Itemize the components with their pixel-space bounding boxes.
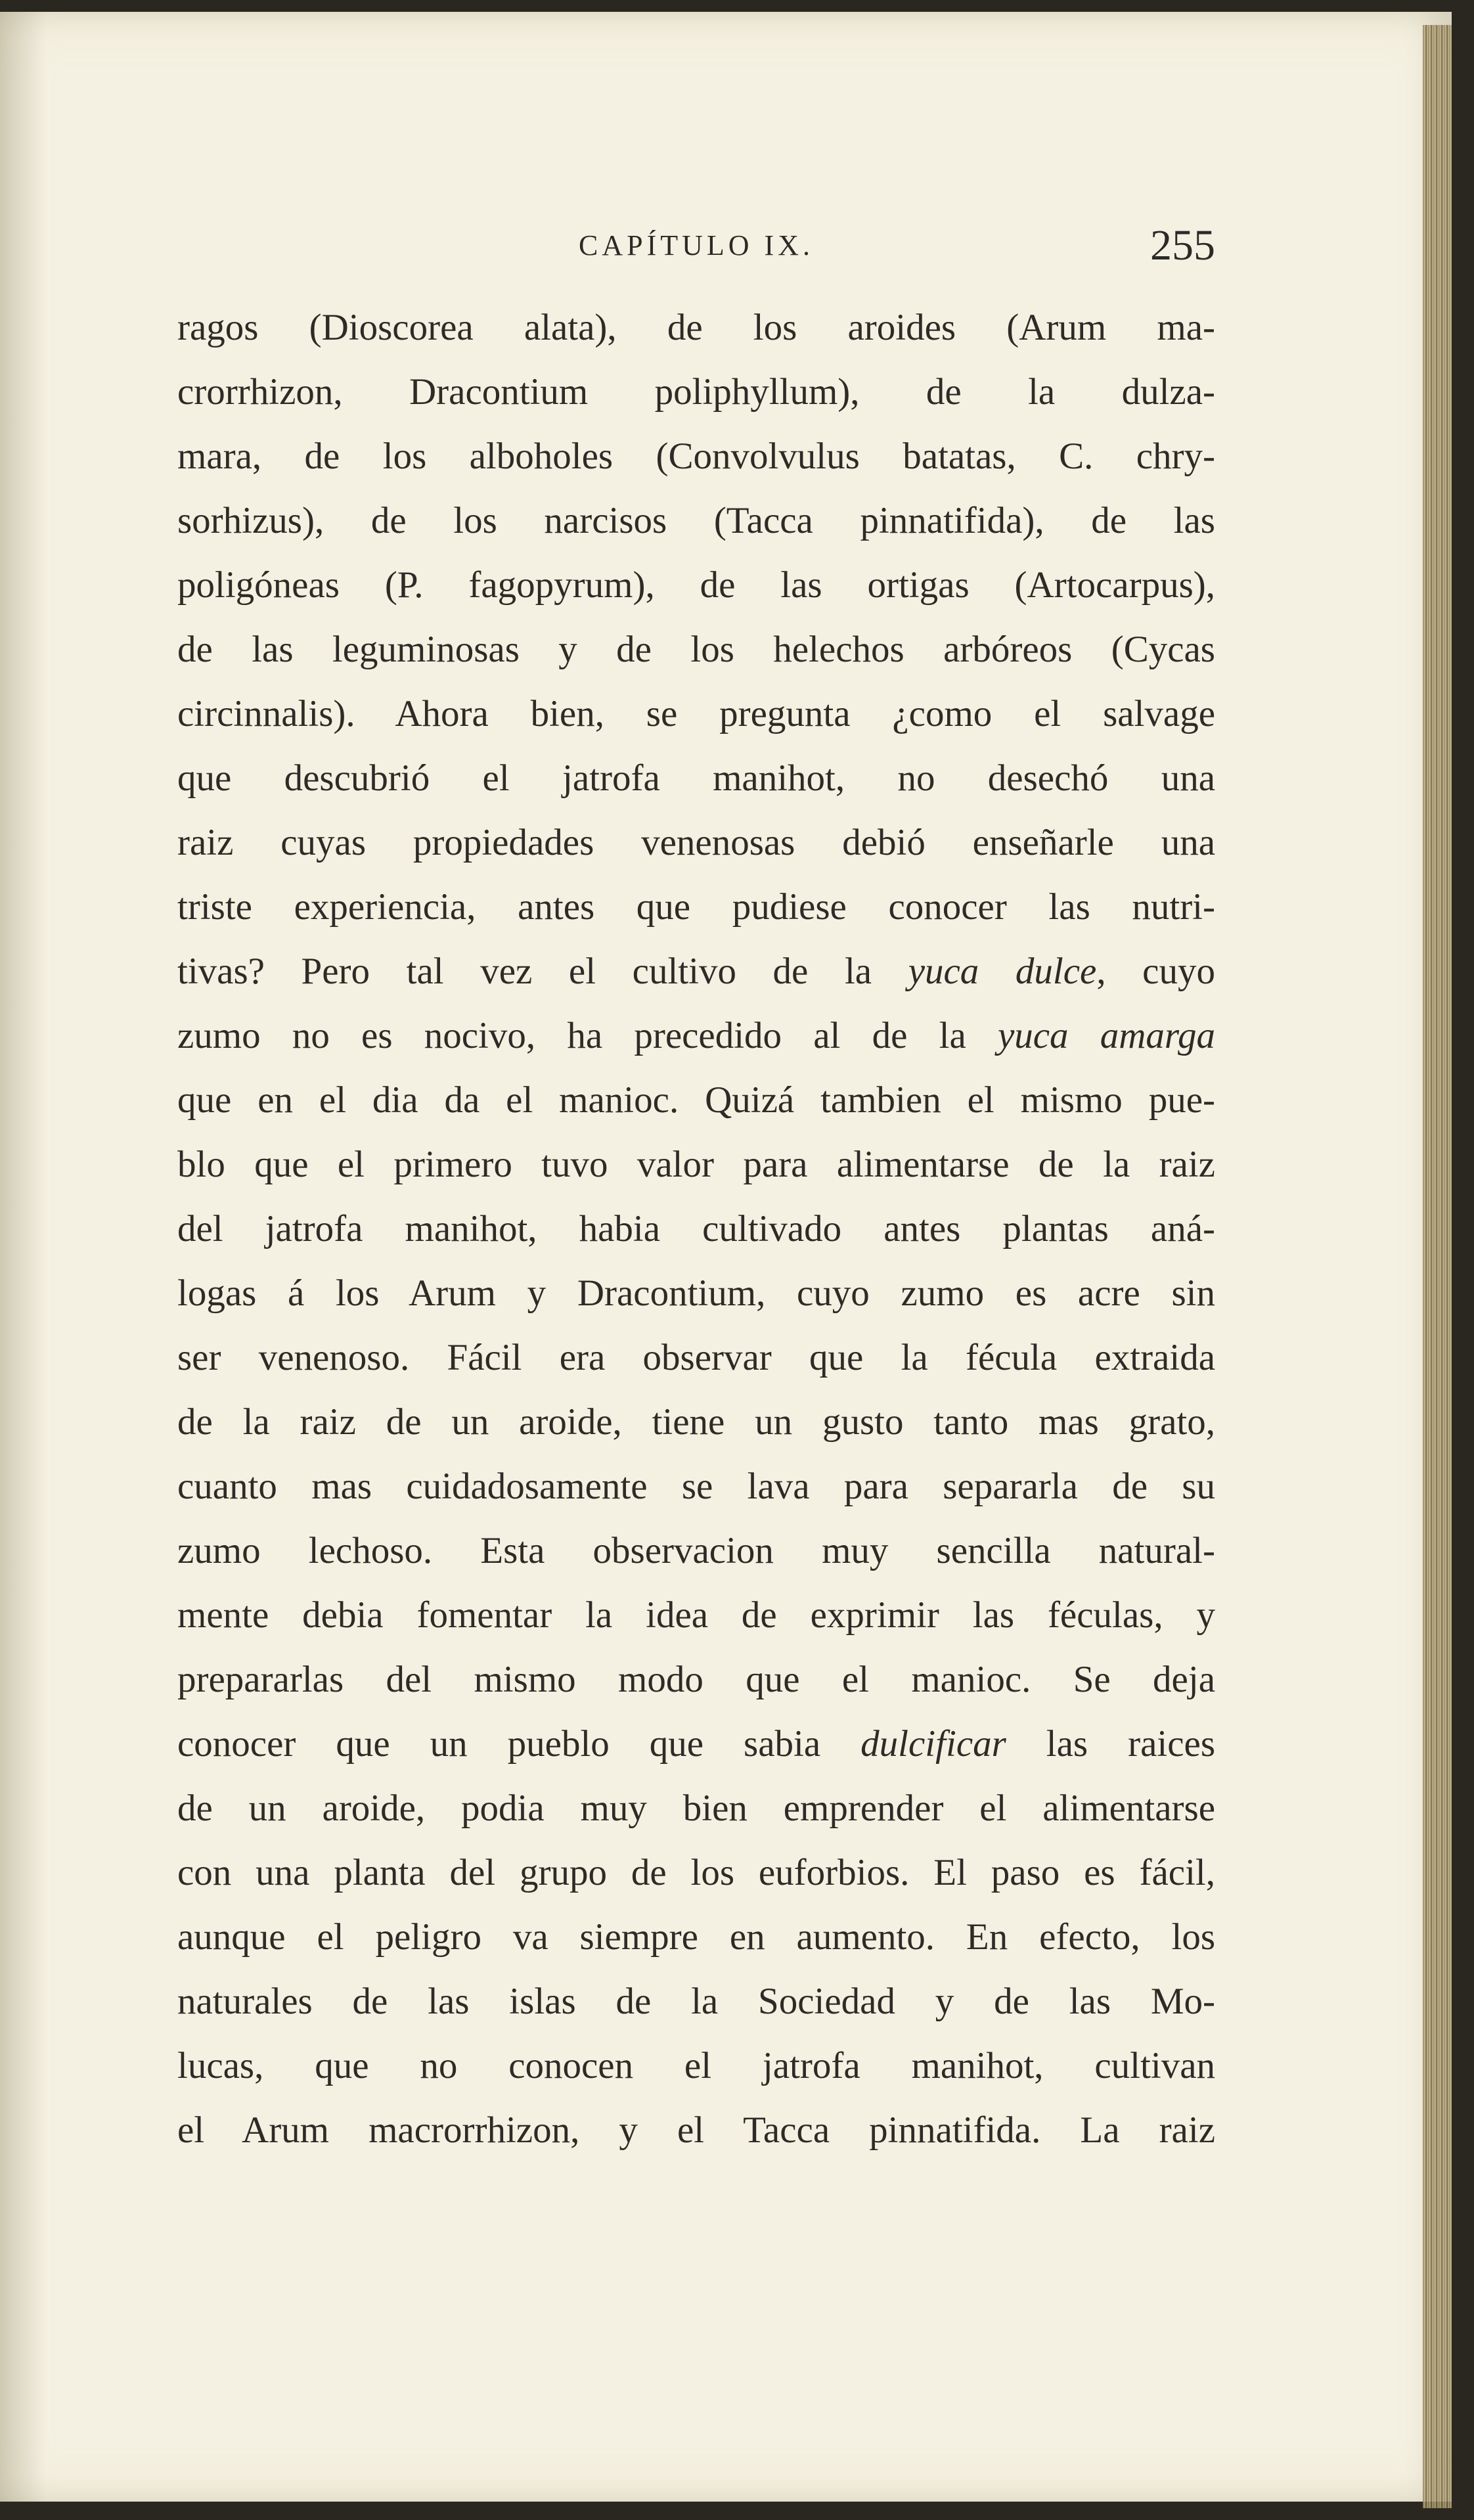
text-line xyxy=(177,1454,1215,1519)
text-line xyxy=(177,489,1215,553)
text-line xyxy=(177,1648,1215,1712)
text-segment: de las leguminosas y de los helechos arbóreos (Cycas xyxy=(177,629,1215,670)
text-segment: con una planta del grupo de los euforbios. El paso es fácil, xyxy=(177,1852,1215,1893)
page-header xyxy=(177,221,1215,273)
body-text xyxy=(177,296,1215,2163)
text-segment: poligóneas (P. fagopyrum), de las ortigas (Artocarpus), xyxy=(177,564,1215,606)
text-segment: de un aroide, podia muy bien emprender el alimentarse xyxy=(177,1788,1215,1829)
text-line xyxy=(177,1133,1215,1197)
text-segment: ragos (Dioscorea alata), de los aroides (Arum ma- xyxy=(177,307,1215,348)
text-line xyxy=(177,1776,1215,1841)
text-line xyxy=(177,1519,1215,1583)
text-line xyxy=(177,1969,1215,2034)
text-line xyxy=(177,1261,1215,1326)
text-segment: el Arum macrorrhizon, y el Tacca pinnatifida. La raiz xyxy=(177,2109,1215,2151)
text-line xyxy=(177,618,1215,682)
text-segment: prepararlas del mismo modo que el manioc. Se deja xyxy=(177,1659,1215,1700)
text-line xyxy=(177,1583,1215,1648)
page-number: 255 xyxy=(1150,221,1215,269)
running-title: CAPÍTULO IX. xyxy=(579,229,814,261)
text-segment: triste experiencia, antes que pudiese conocer las nutri- xyxy=(177,886,1215,928)
text-segment: mente debia fomentar la idea de exprimir las féculas, y xyxy=(177,1594,1215,1636)
book-page xyxy=(0,12,1452,2502)
text-line xyxy=(177,2034,1215,2098)
text-segment: crorrhizon, Dracontium poliphyllum), de la dulza- xyxy=(177,371,1215,413)
text-segment: de la raiz de un aroide, tiene un gusto tanto mas grato, xyxy=(177,1401,1215,1443)
text-segment: zumo lechoso. Esta observacion muy sencilla natural- xyxy=(177,1530,1215,1571)
text-line xyxy=(177,939,1215,1004)
text-segment: zumo no es nocivo, ha precedido al de la xyxy=(177,1015,998,1056)
text-line xyxy=(177,1326,1215,1390)
text-segment: tivas? Pero tal vez el cultivo de la xyxy=(177,951,908,992)
text-segment: naturales de las islas de la Sociedad y de las Mo- xyxy=(177,1981,1215,2022)
text-line xyxy=(177,553,1215,618)
text-segment: ser venenoso. Fácil era observar que la fécula extraida xyxy=(177,1337,1215,1378)
text-line xyxy=(177,360,1215,424)
text-line xyxy=(177,1841,1215,1905)
text-line xyxy=(177,1712,1215,1776)
text-segment: que descubrió el jatrofa manihot, no desechó una xyxy=(177,757,1215,799)
text-segment: , cuyo xyxy=(1096,951,1215,992)
text-segment: que en el dia da el manioc. Quizá tambien el mismo pue- xyxy=(177,1079,1215,1121)
page-fore-edge xyxy=(1423,25,1452,2508)
text-line xyxy=(177,1390,1215,1454)
text-segment: aunque el peligro va siempre en aumento. En efecto, los xyxy=(177,1916,1215,1958)
text-segment: logas á los Arum y Dracontium, cuyo zumo es acre sin xyxy=(177,1272,1215,1314)
italic-text-segment: dulcificar xyxy=(860,1723,1006,1765)
text-segment: circinnalis). Ahora bien, se pregunta ¿como el salvage xyxy=(177,693,1215,734)
text-segment: las raices xyxy=(1006,1723,1216,1765)
text-segment: sorhizus), de los narcisos (Tacca pinnatifida), de las xyxy=(177,500,1215,541)
text-line xyxy=(177,296,1215,360)
text-line xyxy=(177,424,1215,489)
text-segment: del jatrofa manihot, habia cultivado antes plantas aná- xyxy=(177,1208,1215,1249)
text-segment: raiz cuyas propiedades venenosas debió enseñarle una xyxy=(177,822,1215,863)
text-segment: lucas, que no conocen el jatrofa manihot, cultivan xyxy=(177,2045,1215,2086)
text-segment: mara, de los alboholes (Convolvulus batatas, C. chry- xyxy=(177,436,1215,477)
text-segment: cuanto mas cuidadosamente se lava para separarla de su xyxy=(177,1466,1215,1507)
text-line xyxy=(177,2098,1215,2163)
italic-text-segment: yuca dulce xyxy=(908,951,1097,992)
text-line xyxy=(177,682,1215,746)
text-segment: blo que el primero tuvo valor para alimentarse de la raiz xyxy=(177,1144,1215,1185)
page-gutter-shadow xyxy=(0,12,46,2502)
italic-text-segment: yuca amarga xyxy=(997,1015,1215,1056)
text-line xyxy=(177,1197,1215,1261)
text-line xyxy=(177,811,1215,875)
text-line xyxy=(177,746,1215,811)
text-line xyxy=(177,1068,1215,1133)
text-line xyxy=(177,875,1215,939)
text-line xyxy=(177,1905,1215,1969)
text-line xyxy=(177,1004,1215,1068)
text-segment: conocer que un pueblo que sabia xyxy=(177,1723,861,1765)
